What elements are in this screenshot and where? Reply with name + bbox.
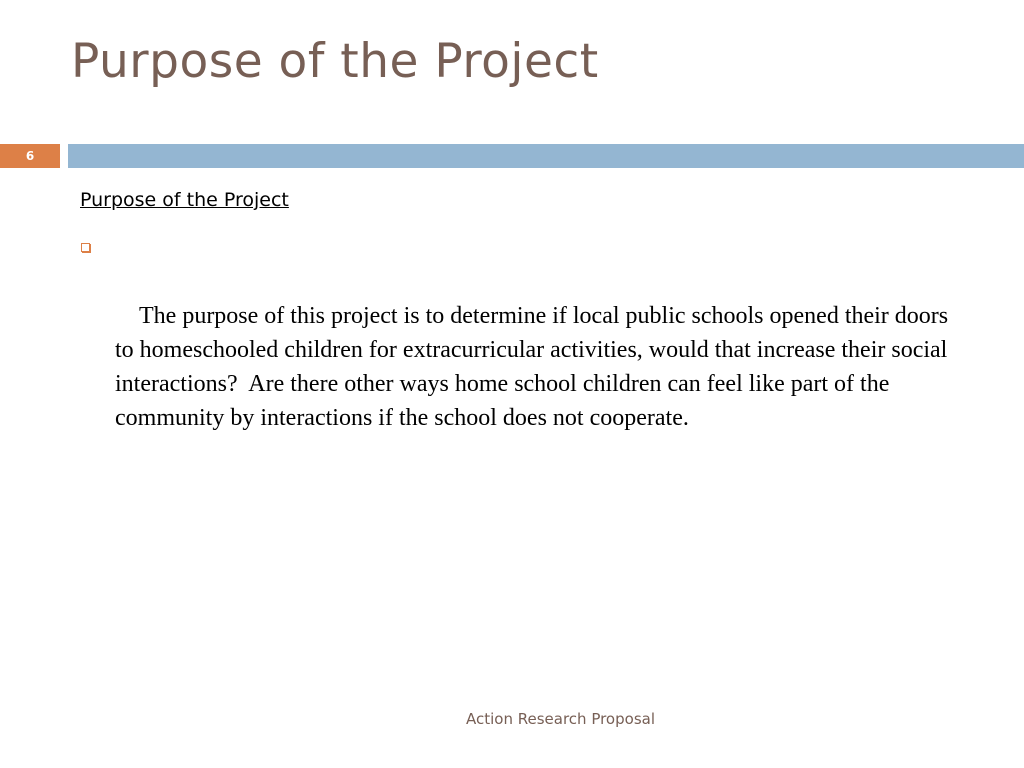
section-subheading: Purpose of the Project (80, 189, 289, 211)
bullet-text: The purpose of this project is to determine if local public schools opened their doors to homeschooled children for extracurricular activities, would that increase their social interactions? Are there other ways home school children can feel like part of the community by interactions if the school does not cooperate. (115, 303, 955, 431)
bullet-item (80, 231, 960, 469)
header-accent-bar (68, 144, 1024, 168)
slide-number-badge: 6 (0, 144, 60, 168)
square-bullet-icon (81, 243, 90, 252)
bullet-list (80, 231, 960, 469)
slide-footer: Action Research Proposal (466, 710, 655, 728)
slide-title: Purpose of the Project (71, 34, 599, 89)
